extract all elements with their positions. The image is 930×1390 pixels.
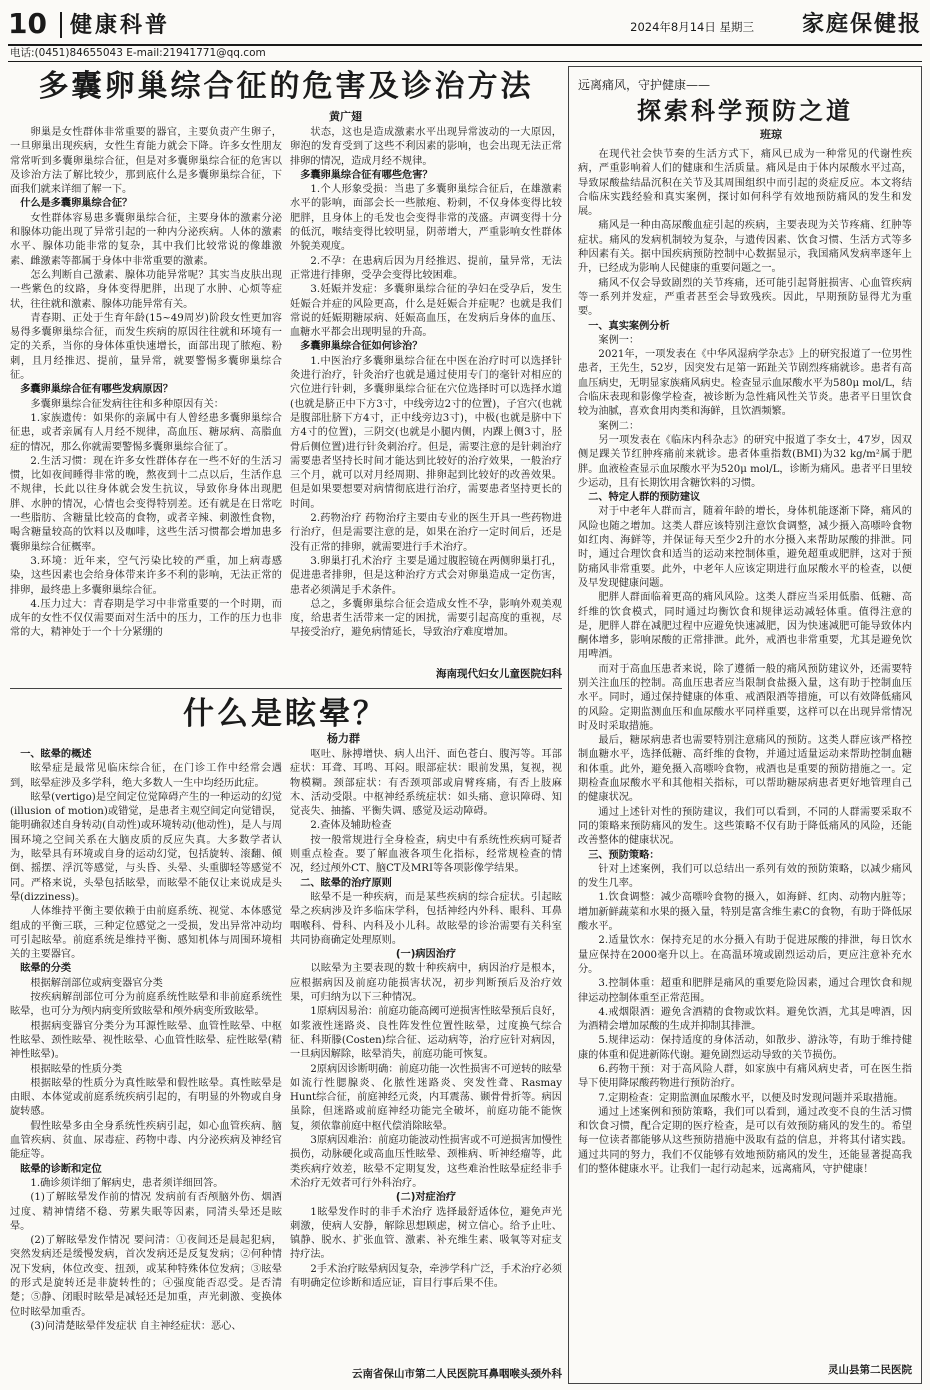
paragraph: 青春期、正处于生育年龄(15~49周岁)阶段女性更加容易得多囊卵巢综合征，而发生疾病的原因往往就和环境有一定的关系，当你的身体体重快速增长，面部出现了脓疱、粉刺，且月经推迟、提前，量异常，就要警惕多囊卵巢综合征。 bbox=[10, 312, 282, 382]
paragraph: (1)了解眩晕发作前的情况 发病前有否颅脑外伤、烟酒过度、精神情绪不稳、劳累失眠等因素，同清头晕还是眩晕。 bbox=[10, 1192, 282, 1232]
paper-name: 家庭保健报 bbox=[801, 11, 922, 37]
paragraph: 呕吐、脉搏增快、病人出汗、面色苍白、腹泻等。耳部症状：耳聋、耳鸣、耳闷。眼部症状：眼前发黑，复视，视物模糊。颈部症状：有否颈项部或肩臂疼痛，有否上肢麻木、活动受限。中枢神经系统症状：如头痛、意识障碍、知觉丧失、抽搐、平衡失调、感觉及运动障碍。 bbox=[290, 749, 562, 818]
subheading: 二、特定人群的预防建议 bbox=[588, 492, 701, 504]
paragraph: 眩晕(vertigo)是空间定位觉障碍产生的一种运动的幻觉(illusion of motion)或错觉，是患者主观空间定向觉错误，能明确叙述自身转动(自动性)或环境转动(他动性)，是人与周围环境之空间关系在大脑皮质的反应失真。大多数学者认为，眩晕具有环境或自身的运动幻觉，包括旋转、滚翻、倾倒、摇摆、浮沉等感觉，与头昏、头晕、头重脚轻等感觉不同。严格来说，头晕包括眩晕，而眩晕不能仅让来说成是头晕(dizziness)。 bbox=[10, 791, 282, 903]
paragraph: 2手术治疗眩晕病因复杂，牵涉学科广泛，手术治疗必须有明确定位诊断和适应证，盲目行事后果不佳。 bbox=[290, 1263, 562, 1289]
article-divider bbox=[10, 688, 562, 689]
masthead-bar bbox=[8, 6, 922, 44]
paragraph: 另一项发表在《临床内科杂志》的研究中报道了李女士，47岁，因双侧足踝关节红肿疼痛前来就诊。患者体重指数(BMI)为32 kg/m²属于肥胖。血液检查显示血尿酸水平为520μ mol/L，诊断为痛风。患者平日里较少运动，且有长期饮用含糖饮料的习惯。 bbox=[578, 434, 912, 489]
article-source: 灵山县第二民医院 bbox=[828, 1364, 912, 1376]
subheading: 眩晕的分类 bbox=[20, 963, 72, 975]
paragraph: (2)了解眩晕发作情况 要问清：①夜间还是晨起犯病，突然发病还是缓慢发病，首次发病还是反复发病；②何种情况下发病，体位改变、扭颈，或某种特殊体位发病；③眩晕的形式是旋转还是非旋转性的；④强度能否忍受。是否清楚；⑤静、闭眼时眩晕是减轻还是加重，声光刺激、变换体位时眩晕加重否。 bbox=[10, 1235, 282, 1318]
section-name: 健康科普 bbox=[70, 12, 171, 38]
subheading: (一)病因治疗 bbox=[395, 949, 457, 961]
paragraph: 1.中医治疗多囊卵巢综合征在中医在治疗时可以选择针灸进行治疗，针灸治疗也就是通过使用专门的毫针对相应的穴位进行针刺，多囊卵巢综合征在穴位选择时可以选择水道(也就是脐正中下方3寸，中线旁边2寸的位置)，子宫穴(也就是腹部肚脐下方4寸，正中线旁边3寸)，中极(也就是脐中下方4寸的位置)，三阴交(也就是小腿内侧，内踝上侧3寸，胫骨后侧位置)进行针灸刺治疗。但是，需要注意的是针刺治疗需要患者坚持长时间才能达到比较好的治疗效果，一般治疗三个月，就可以对月经周期、排卵起到比较好的改善效果。但是如果要想要对病情彻底进行治疗，需要患者坚持更长的时间。 bbox=[290, 355, 562, 510]
paragraph: 总之，多囊卵巢综合征会造成女性不孕，影响外观美观度，给患者生活带来一定的困扰，需要引起高度的重视，尽早接受治疗，避免病情延长，导致治疗难度增加。 bbox=[290, 598, 562, 639]
paragraph: 2.适量饮水：保持充足的水分摄入有助于促进尿酸的排泄，每日饮水量应保持在2000毫升以上。在高温环境或剧烈运动后，更应注意补充水分。 bbox=[578, 935, 912, 975]
paragraph: 痛风不仅会导致剧烈的关节疼痛，还可能引起肾脏损害、心血管疾病等一系列并发症，严重者甚至会导致残疾。因此，早期预防显得尤为重要。 bbox=[578, 277, 912, 318]
paragraph: 3.妊娠并发症：多囊卵巢综合征的孕妇在受孕后，发生妊娠合并症的风险更高，什么是妊娠合并症呢？也就是我们常说的妊娠期糖尿病、妊娠高血压，在发病后身体的血压、血糖水平都会出现明显的升高。 bbox=[290, 284, 562, 339]
paragraph: 5.规律运动：保持适度的身体活动，如散步、游泳等，有助于维持健康的体重和促进新陈代谢。避免剧烈运动导致的关节损伤。 bbox=[578, 1035, 912, 1061]
paragraph: 1.确诊须详细了解病史，患者须详细回答。 bbox=[30, 1177, 224, 1189]
subheading: 二、眩晕的治疗原则 bbox=[300, 877, 392, 889]
contact-line: 电话:(0451)84655043 E-mail:21941771@qq.com bbox=[10, 47, 266, 59]
page-number: 10 bbox=[8, 7, 47, 40]
article-kicker: 远离痛风，守护健康—— bbox=[578, 78, 711, 92]
paragraph: 案例一： bbox=[598, 334, 640, 346]
article-author: 班琼 bbox=[760, 128, 782, 141]
paragraph: 按一般常规进行全身检查，病史中有系统性疾病可疑者则重点检查。要了解血液各项生化指标，经常规检查的情况，经过颅外CT、脑CT及MRI等各项影像学结果。 bbox=[290, 834, 562, 875]
paragraph: 4.戒烟限酒：避免含酒精的食物或饮料。避免饮酒，尤其是啤酒，因为酒精会增加尿酸的生成并抑制其排泄。 bbox=[578, 1006, 912, 1033]
paragraph: 针对上述案例，我们可以总结出一系列有效的预防策略，以减少痛风的发生几率。 bbox=[578, 863, 912, 890]
contact-rule bbox=[8, 61, 922, 62]
paragraph: 2021年，一项发表在《中华风湿病学杂志》上的研究报道了一位男性患者，王先生，52岁，因突发右足第一跖趾关节剧烈疼痛就诊。患者有高血压病史，无明显家族痛风病史。检查显示血尿酸水平为580μ mol/L，结合临床表现和影像学检查，被诊断为急性痛风性关节炎。患者平日里饮食较为油腻，喜欢食用肉类和海鲜，且饮酒频繁。 bbox=[578, 349, 912, 418]
paragraph: 状态，这也是造成激素水平出现异常波动的一大原因，卵泡的发育受到了这些不利因素的影响，也会出现无法正常排卵的情况，造成月经不规律。 bbox=[290, 127, 562, 167]
subheading: 多囊卵巢综合征如何诊治？ bbox=[300, 341, 423, 353]
masthead-divider bbox=[60, 12, 62, 38]
paragraph: 对于中老年人群而言，随着年龄的增长，身体机能逐渐下降，痛风的风险也随之增加。这类人群应该特别注意饮食调整，减少摄入高嘌呤食物如红肉、海鲜等，并保证每天至少2升的水分摄入来帮助尿酸的排泄。同时，通过合理饮食和适当的运动来控制体重，避免超重或肥胖，这对于预防痛风非常重要。此外，中老年人应该定期进行血尿酸水平的检查，以便及早发现健康问题。 bbox=[578, 506, 912, 589]
article-column-1 bbox=[10, 126, 282, 684]
paragraph: 3.环境：近年来，空气污染比较的严重，加上病毒感染，这些因素也会给身体带来许多不利的影响，无法正常的排卵，最终患上多囊卵巢综合征。 bbox=[10, 555, 282, 596]
paragraph: 1眩晕发作时的非手术治疗 选择最舒适体位，避免声光刺激，使病人安静，解除思想顾虑，树立信心。给予止吐、镇静、脱水、扩张血管、激素、补充维生素、吸氧等对症支持疗法。 bbox=[290, 1206, 562, 1261]
paragraph: 女性群体容易患多囊卵巢综合征，主要身体的激素分泌和腺体功能出现了异常引起的一种内分泌疾病。人体的激素水平、腺体功能非常的复杂，其中我们比较常说的像雄激素、雌激素等都属于身体中非常重要的激素。 bbox=[10, 212, 282, 267]
paragraph: 根据解剖部位或病变器官分类 bbox=[30, 977, 163, 989]
paragraph: 3.控制体重：超重和肥胖是痛风的重要危险因素，通过合理饮食和规律运动控制体重至正常范围。 bbox=[578, 978, 912, 1004]
paragraph: 1.个人形象受损：当患了多囊卵巢综合征后，在雄激素水平的影响，面部会长一些脓疱、粉刺，不仅身体变得比较肥胖，且身体上的毛发也会变得非常的茂盛。声调变得十分的低沉，喉结变得比较明显，阴蒂增大，严重影响女性群体外貌美观度。 bbox=[290, 184, 562, 253]
paragraph: 根据眩晕的性质分为真性眩晕和假性眩晕。真性眩晕是由眼、本体觉或前庭系统疾病引起的，有明显的外物或自身旋转感。 bbox=[10, 1077, 282, 1118]
article-source: 云南省保山市第二人民医院耳鼻咽喉头颈外科 bbox=[352, 1368, 562, 1380]
article-title: 什么是眩晕？ bbox=[183, 696, 387, 732]
paragraph: 在现代社会快节奏的生活方式下，痛风已成为一种常见的代谢性疾病，严重影响着人们的健康和生活质量。痛风是由于体内尿酸水平过高，导致尿酸盐结晶沉积在关节及其周围组织中而引起的炎症反应。本文将结合临床实践经验和真实案例，探讨如何科学有效地预防痛风的发生和发展。 bbox=[578, 149, 912, 218]
subheading: 一、真实案例分析 bbox=[588, 320, 670, 332]
paragraph: 2原病因诊断明确：前庭功能一次性损害不可逆转的眩晕 如流行性腮腺炎、化脓性迷路炎、突发性聋、Rasmay Hunt综合征，前庭神经元炎，内耳震荡、颞骨骨折等。病因虽除，但迷路或前庭神经功能完全破坏，前庭功能不能恢复，须依靠前庭中枢代偿消除眩晕。 bbox=[290, 1063, 562, 1132]
paragraph: 最后，糖尿病患者也需要特别注意痛风的预防。这类人群应该严格控制血糖水平，选择低糖、高纤维的食物，并通过适量运动来帮助控制血糖和体重。此外，避免摄入高嘌呤食物，戒酒也是重要的预防措施之一。定期检查血尿酸水平和其他相关指标，可以帮助糖尿病患者更好地管理自己的健康状况。 bbox=[578, 735, 912, 804]
paragraph: 3原病因难治：前庭功能波动性损害或不可逆损害加慢性损伤，动脉硬化或高血压性眩晕、颈椎病、听神经瘤等，此类疾病疗效差，眩晕不定期复发，这些难治性眩晕症经非手术治疗无效者可行外科治疗。 bbox=[290, 1135, 562, 1189]
subheading: 多囊卵巢综合征有哪些危害？ bbox=[300, 169, 433, 181]
paragraph: 7.定期检查：定期监测血尿酸水平，以便及时发现问题并采取措施。 bbox=[598, 1092, 904, 1104]
paragraph: 2.药物治疗 药物治疗主要由专业的医生开具一些药物进行治疗，但是需要注意的是，如果在治疗一定时间后，还是没有正常的排卵，就需要进行手术治疗。 bbox=[290, 513, 562, 553]
subheading: 眩晕的诊断和定位 bbox=[20, 1163, 102, 1175]
article-author: 杨力群 bbox=[327, 732, 360, 745]
paragraph: (3)问清楚眩晕伴发症状 自主神经症状：恶心、 bbox=[30, 1320, 242, 1332]
subheading: 一、眩晕的概述 bbox=[20, 749, 92, 760]
article-column-1 bbox=[10, 748, 282, 1384]
paragraph: 以眩晕为主要表现的数十种疾病中，病因治疗是根本，应根据病因及前庭功能损害状况，初步判断预后及治疗效果，可归纳为以下三种情况。 bbox=[290, 963, 562, 1004]
paragraph: 1.家族遗传：如果你的亲属中有人曾经患多囊卵巢综合征患，或者亲属有人月经不规律，高血压、糖尿病、高脂血症的情况，那么你就需要警惕多囊卵巢综合征了。 bbox=[10, 412, 282, 453]
paragraph: 按疾病解剖部位可分为前庭系统性眩晕和非前庭系统性眩晕，也可分为颅内病变所致眩晕和颅外病变所致眩晕。 bbox=[10, 992, 282, 1018]
paragraph: 1原病因易治：前庭功能高阈可逆损害性眩晕预后良好，如浆液性迷路炎、良性阵发性位置性眩晕，过度换气综合征、科斯滕(Costen)综合征、运动病等，治疗应针对病因，一旦病因解除，眩晕消失，前庭功能可恢复。 bbox=[290, 1006, 562, 1061]
paragraph: 怎么判断自己激素、腺体功能异常呢？其实当皮肤出现一些紫色的纹路，身体变得肥胖，出现了水肿、心烦等症状，往往就和激素、腺体功能异常有关。 bbox=[10, 269, 282, 310]
paragraph: 案例二： bbox=[598, 420, 640, 432]
paragraph: 1.饮食调整：减少高嘌呤食物的摄入，如海鲜、红肉、动物内脏等；增加新鲜蔬菜和水果的摄入量，特别是富含维生素C的食物，有助于降低尿酸水平。 bbox=[578, 892, 912, 933]
paragraph: 根据眩晕的性质分类 bbox=[30, 1063, 123, 1075]
paragraph: 通过上述案例和预防策略，我们可以看到，通过改变不良的生活习惯和饮食习惯，配合定期的医疗检查，是可以有效预防痛风的发生的。希望每一位读者都能够从这些预防措施中汲取有益的信息，并将其付诸实践。通过共同的努力，我们不仅能够有效地预防痛风的发生，还能显著提高我们的整体健康水平。让我们一起行动起来，远离痛风，守护健康！ bbox=[578, 1106, 912, 1176]
paragraph: 眩晕症是最常见临床综合征，在门诊工作中经常会遇到，眩晕症涉及多学科，绝大多数人一生中均经历此症。 bbox=[10, 763, 282, 789]
paragraph: 2.生活习惯：现在许多女性群体存在一些不好的生活习惯，比如夜间睡得非常的晚，熬夜到十二点以后，生活作息不规律，长此以往身体就会发生抗议，导致你身体出现肥胖、水肿的情况，心情也会变得特别差。还有就是在日常吃一些脂肪、含糖量比较高的食物，或者辛辣、刺激性食物，喝含糖量较高的饮料以及咖啡，这些生活习惯都会增加患多囊卵巢综合征概率。 bbox=[10, 455, 282, 553]
paragraph: 人体维持平衡主要依赖于由前庭系统、视觉、本体感觉组成的平衡三联，三种定位感觉之一受损，发出异常冲动均可引起眩晕。前庭系统是维持平衡、感知机体与周围环境相关的主要器官。 bbox=[10, 906, 282, 961]
article-author: 黄广翅 bbox=[329, 110, 362, 123]
paragraph: 肥胖人群面临着更高的痛风风险。这类人群应当采用低脂、低糖、高纤维的饮食模式，同时通过均衡饮食和规律运动减轻体重。值得注意的是，肥胖人群在减肥过程中应避免快速减肥，因为快速减肥可能导致体内酮体增多，影响尿酸的正常排泄。此外，戒酒也非常重要，尤其是避免饮用啤酒。 bbox=[578, 592, 912, 661]
article-column-2 bbox=[290, 126, 562, 664]
paragraph: 而对于高血压患者来说，除了遵循一般的痛风预防建议外，还需要特别关注血压的控制。高血压患者应当限制食盐摄入量，这有助于控制血压水平。同时，通过保持健康的体重、戒酒限酒等措施，可以有效降低痛风的风险。定期监测血压和血尿酸水平同样重要，这样可以在出现异常情况时及时采取措施。 bbox=[578, 663, 912, 732]
paragraph: 3.卵巢打孔术治疗 主要是通过腹腔镜在两侧卵巢打孔，促进患者排卵，但是这种治疗方式会对卵巢造成一定伤害，患者必须满足手术条件。 bbox=[290, 555, 562, 596]
paragraph: 6.药物干预：对于高风险人群，如家族中有痛风病史者，可在医生指导下使用降尿酸药物进行预防治疗。 bbox=[578, 1064, 912, 1090]
paragraph: 4.压力过大：青春期是学习中非常重要的一个时期，而成年的女性不仅仅需要面对生活中的压力，工作的压力也非常的大，精神处于一个十分紧绷的 bbox=[10, 598, 282, 639]
subheading: 多囊卵巢综合征有哪些发病原因？ bbox=[20, 384, 173, 396]
paragraph: 通过上述针对性的预防建议，我们可以看到，不同的人群需要采取不同的策略来预防痛风的发生。这些策略不仅有助于降低痛风的风险，还能改善整体的健康状况。 bbox=[578, 806, 912, 847]
article-title: 多囊卵巢综合征的危害及诊治方法 bbox=[38, 69, 534, 104]
article-title: 探索科学预防之道 bbox=[637, 96, 853, 125]
issue-date: 2024年8月14日 星期三 bbox=[630, 20, 754, 34]
article-source: 海南现代妇女儿童医院妇科 bbox=[436, 668, 562, 680]
article-column-2 bbox=[290, 748, 562, 1364]
paragraph: 卵巢是女性群体非常重要的器官，主要负责产生卵子，一旦卵巢出现疾病，女性生育能力就会下降。许多女性朋友常常听到多囊卵巢综合征，但是对多囊卵巢综合征的危害以及诊治方法了解比较少，那到底什么是多囊卵巢综合征，下面我们就来详细了解一下。 bbox=[10, 127, 282, 196]
article-body bbox=[578, 148, 912, 1356]
paragraph: 2.不孕：在患病后因为月经推迟、提前，量异常，无法正常进行排卵，受孕会变得比较困难。 bbox=[290, 255, 562, 281]
paragraph: 2.查体及辅助检查 bbox=[310, 820, 392, 832]
paragraph: 假性眩晕多由全身系统性疾病引起，如心血管疾病、脑血管疾病、贫血、尿毒症、药物中毒、内分泌疾病及神经官能症等。 bbox=[10, 1120, 282, 1161]
paragraph: 痛风是一种由高尿酸血症引起的疾病，主要表现为关节疼痛、红肿等症状。痛风的发病机制较为复杂，与遗传因素、饮食习惯、生活方式等多种因素有关。据中国疾病预防控制中心数据显示，我国痛风发病率逐年上升，已经成为影响人民健康的重要问题之一。 bbox=[578, 220, 912, 275]
paragraph: 眩晕不是一种疾病，而是某些疾病的综合症状。引起眩晕之疾病涉及许多临床学科，包括神经内外科、眼科、耳鼻咽喉科、骨科、内科及小儿科。故眩晕的诊治需要有关科室共同协商确定处理原则。 bbox=[290, 891, 562, 946]
paragraph: 多囊卵巢综合征发病往往和多种原因有关： bbox=[30, 398, 224, 410]
paragraph: 根据病变器官分类分为耳源性眩晕、血管性眩晕、中枢性眩晕、颈性眩晕、视性眩晕、心血管性眩晕、症性眩晕(精神性眩晕)。 bbox=[10, 1020, 282, 1061]
subheading: (二)对症治疗 bbox=[395, 1192, 457, 1204]
subheading: 三、预防策略： bbox=[588, 849, 660, 861]
subheading: 什么是多囊卵巢综合征？ bbox=[20, 198, 133, 210]
